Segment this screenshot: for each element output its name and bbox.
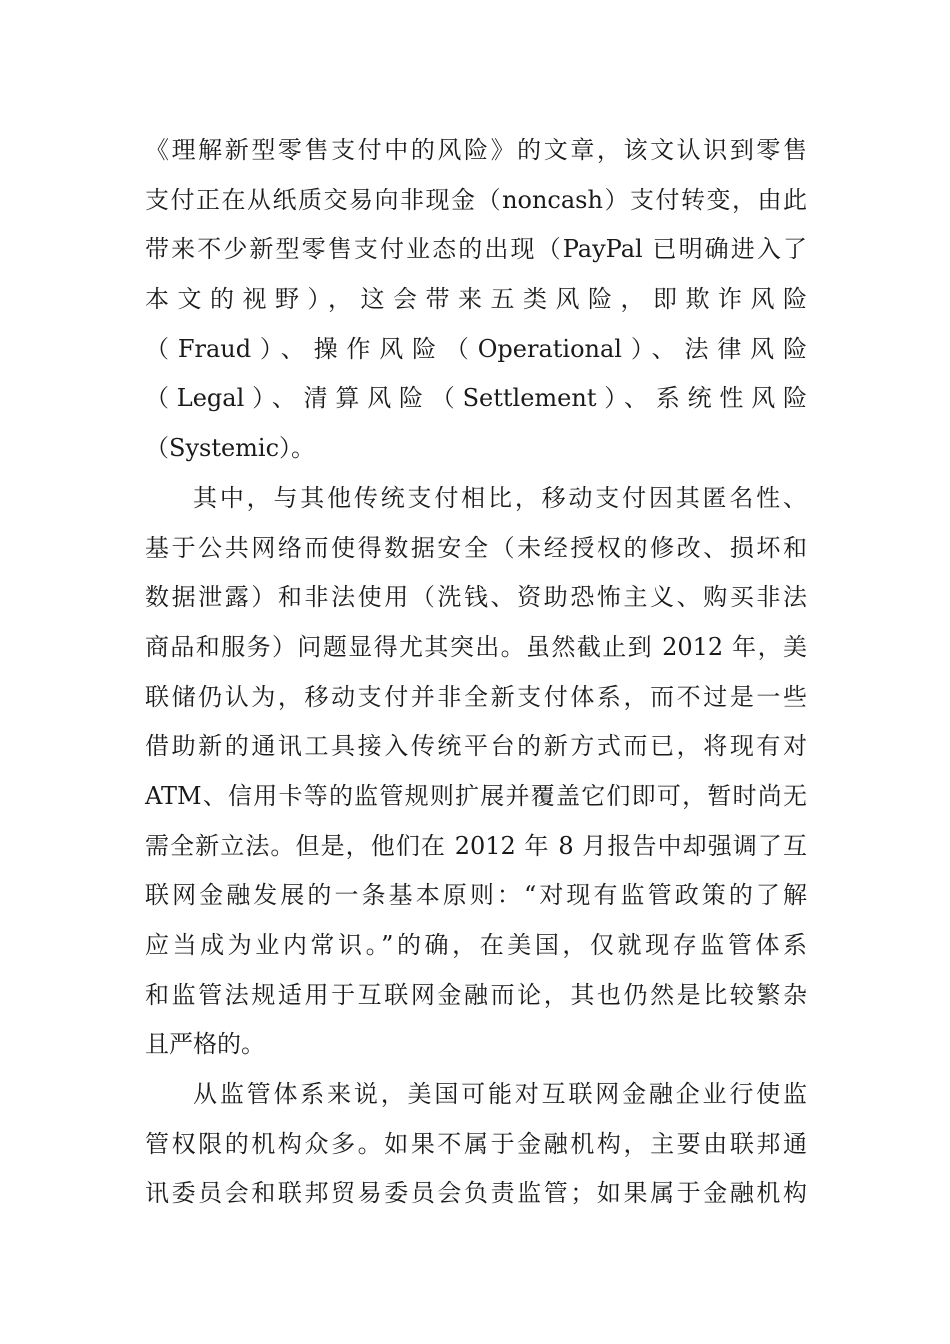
text-line: ATM、信用卡等的监管规则扩展并覆盖它们即可，暂时尚无 xyxy=(145,781,807,810)
text-line: 从监管体系来说，美国可能对互联网金融企业行使监 xyxy=(193,1080,807,1109)
paragraph xyxy=(145,474,807,1070)
text-line: 《理解新型零售支付中的风险》的文章，该文认识到零售 xyxy=(145,136,807,164)
text-line: 应当成为业内常识。”的确，在美国，仅就现存监管体系 xyxy=(145,931,807,959)
text-line: 其中，与其他传统支付相比，移动支付因其匿名性、 xyxy=(193,483,807,512)
text-line: 需全新立法。但是，他们在 2012 年 8 月报告中却强调了互 xyxy=(145,831,807,860)
text-line: 联网金融发展的一条基本原则：“对现有监管政策的了解 xyxy=(145,881,807,910)
paragraph xyxy=(145,126,807,474)
body-text xyxy=(145,126,807,1219)
text-line: （Legal）、清算风险（Settlement）、系统性风险 xyxy=(145,384,807,413)
text-line: 讯委员会和联邦贸易委员会负责监管；如果属于金融机构 xyxy=(145,1179,807,1208)
text-line: 本文的视野），这会带来五类风险，即欺诈风险 xyxy=(145,285,807,314)
text-line: （Systemic）。 xyxy=(145,434,316,463)
text-line: 管权限的机构众多。如果不属于金融机构，主要由联邦通 xyxy=(145,1129,807,1158)
text-line: 借助新的通讯工具接入传统平台的新方式而已，将现有对 xyxy=(145,732,807,761)
paragraph xyxy=(145,1070,807,1219)
text-line: 联储仍认为，移动支付并非全新支付体系，而不过是一些 xyxy=(145,682,807,711)
text-line: （Fraud）、操作风险（Operational）、法律风险 xyxy=(145,334,807,363)
text-line: 数据泄露）和非法使用（洗钱、资助恐怖主义、购买非法 xyxy=(145,583,807,612)
text-line: 商品和服务）问题显得尤其突出。虽然截止到 2012 年，美 xyxy=(145,632,807,661)
text-line: 且严格的。 xyxy=(145,1030,265,1059)
text-line: 支付正在从纸质交易向非现金（noncash）支付转变，由此 xyxy=(145,185,807,214)
text-line: 带来不少新型零售支付业态的出现（PayPal 已明确进入了 xyxy=(145,235,807,264)
text-line: 基于公共网络而使得数据安全（未经授权的修改、损坏和 xyxy=(145,533,807,562)
text-line: 和监管法规适用于互联网金融而论，其也仍然是比较繁杂 xyxy=(145,980,807,1009)
